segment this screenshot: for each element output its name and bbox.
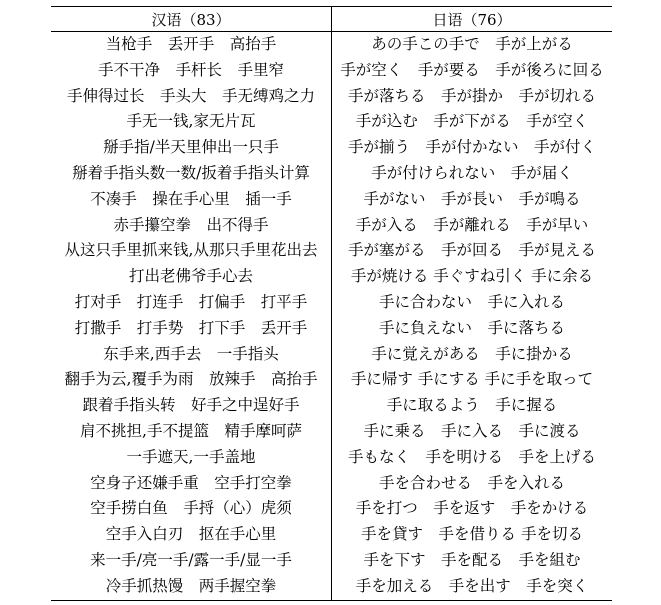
cell-japanese: 手に負えない 手に落ちる: [378, 318, 565, 337]
cell-chinese: 打出老佛爷手心去: [51, 264, 332, 290]
cell-japanese: 手を貸す 手を借りる 手を切る: [361, 525, 583, 544]
table-row: [51, 548, 612, 574]
table-row: [51, 264, 612, 290]
cell-japanese: 手が焼ける 手ぐすね引く 手に余る: [350, 267, 594, 286]
cell-chinese: 翻手为云,覆手为雨 放辣手 高抬手: [51, 367, 332, 393]
cell-japanese: 手を加える 手を出す 手を突く: [332, 574, 613, 600]
cell-japanese: 手が入る 手が離れる 手が早い: [355, 215, 589, 234]
table-row: [51, 213, 612, 239]
table-row: [51, 187, 612, 213]
table-row: [51, 238, 612, 264]
table-row: [51, 135, 612, 161]
cell-japanese: 手に乗る 手に入る 手に渡る: [363, 421, 581, 440]
cell-japanese: 手がない 手が長い 手が鳴る: [363, 189, 581, 208]
cell-japanese: 手が塞がる 手が回る 手が見える: [347, 241, 596, 260]
table-row: [51, 496, 612, 522]
cell-chinese: 来一手/亮一手/露一手/显一手: [51, 548, 332, 574]
cell-chinese: 当枪手 丢开手 高抬手: [51, 32, 332, 58]
cell-chinese: 冷手抓热馒 两手握空拳: [51, 574, 332, 600]
cell-japanese: 手を合わせる 手を入れる: [378, 473, 565, 492]
comparison-table-container: [51, 6, 611, 601]
cell-japanese: 手が揃う 手が付かない 手が付く: [347, 138, 596, 157]
cell-chinese: 一手遮天,一手盖地: [51, 445, 332, 471]
cell-japanese: 手が落ちる 手が掛か 手が切れる: [347, 86, 596, 105]
cell-chinese: 手不干净 手杆长 手里窄: [51, 58, 332, 84]
table-row: [51, 471, 612, 497]
cell-japanese: 手に合わない 手に入れる: [378, 292, 565, 311]
table-row: [51, 109, 612, 135]
cell-chinese: 手无一钱,家无片瓦: [51, 109, 332, 135]
table-body: [51, 32, 612, 601]
table-row: [51, 161, 612, 187]
header-japanese: 日语（76）: [332, 7, 613, 32]
table-row: [51, 419, 612, 445]
cell-japanese: 手を打つ 手を返す 手をかける: [355, 499, 589, 518]
table-row: [51, 32, 612, 58]
cell-chinese: 从这只手里抓来钱,从那只手里花出去: [51, 238, 332, 264]
cell-chinese: 空身子还嫌手重 空手打空拳: [51, 471, 332, 497]
cell-chinese: 东手来,西手去 一手指头: [51, 342, 332, 368]
cell-chinese: 打撒手 打手势 打下手 丢开手: [51, 316, 332, 342]
table-header-row: [51, 7, 612, 32]
table-row: [51, 84, 612, 110]
table-row: [51, 316, 612, 342]
cell-chinese: 打对手 打连手 打偏手 打平手: [51, 290, 332, 316]
cell-japanese: あの手この手で 手が上がる: [371, 35, 573, 53]
cell-japanese: 手に帰す 手にする 手に手を取って: [350, 370, 594, 389]
table-row: [51, 342, 612, 368]
cell-chinese: 掰着手指头数一数/扳着手指头计算: [51, 161, 332, 187]
table-row: [51, 290, 612, 316]
table-row: [51, 58, 612, 84]
cell-chinese: 掰手指/半天里伸出一只手: [51, 135, 332, 161]
cell-japanese: 手が込む 手が下がる 手が空く: [355, 112, 589, 131]
header-chinese: 汉语（83）: [51, 7, 332, 32]
cell-chinese: 空手捞白鱼 手捋（心）虎须: [51, 496, 332, 522]
cell-japanese: 手を下す 手を配る 手を組む: [363, 550, 581, 569]
cell-chinese: 空手入白刃 抠在手心里: [51, 522, 332, 548]
cell-japanese: 手に取るよう 手に握る: [386, 396, 558, 415]
table-row: [51, 522, 612, 548]
cell-japanese: 手に覚えがある 手に掛かる: [371, 344, 573, 363]
cell-japanese: 手が空く 手が要る 手が後ろに回る: [340, 60, 604, 79]
table-row: [51, 574, 612, 600]
cell-japanese: 手が付けられない 手が届く: [371, 163, 573, 182]
comparison-table: [51, 6, 612, 601]
table-row: [51, 367, 612, 393]
cell-chinese: 手伸得过长 手头大 手无缚鸡之力: [51, 84, 332, 110]
cell-japanese: 手もなく 手を明ける 手を上げる: [347, 447, 596, 466]
table-row: [51, 393, 612, 419]
cell-chinese: 肩不挑担,手不提篮 精手摩呵萨: [51, 419, 332, 445]
cell-chinese: 赤手攥空拳 出不得手: [51, 213, 332, 239]
cell-chinese: 不凑手 操在手心里 插一手: [51, 187, 332, 213]
cell-chinese: 跟着手指头转 好手之中逞好手: [51, 393, 332, 419]
table-row: [51, 445, 612, 471]
